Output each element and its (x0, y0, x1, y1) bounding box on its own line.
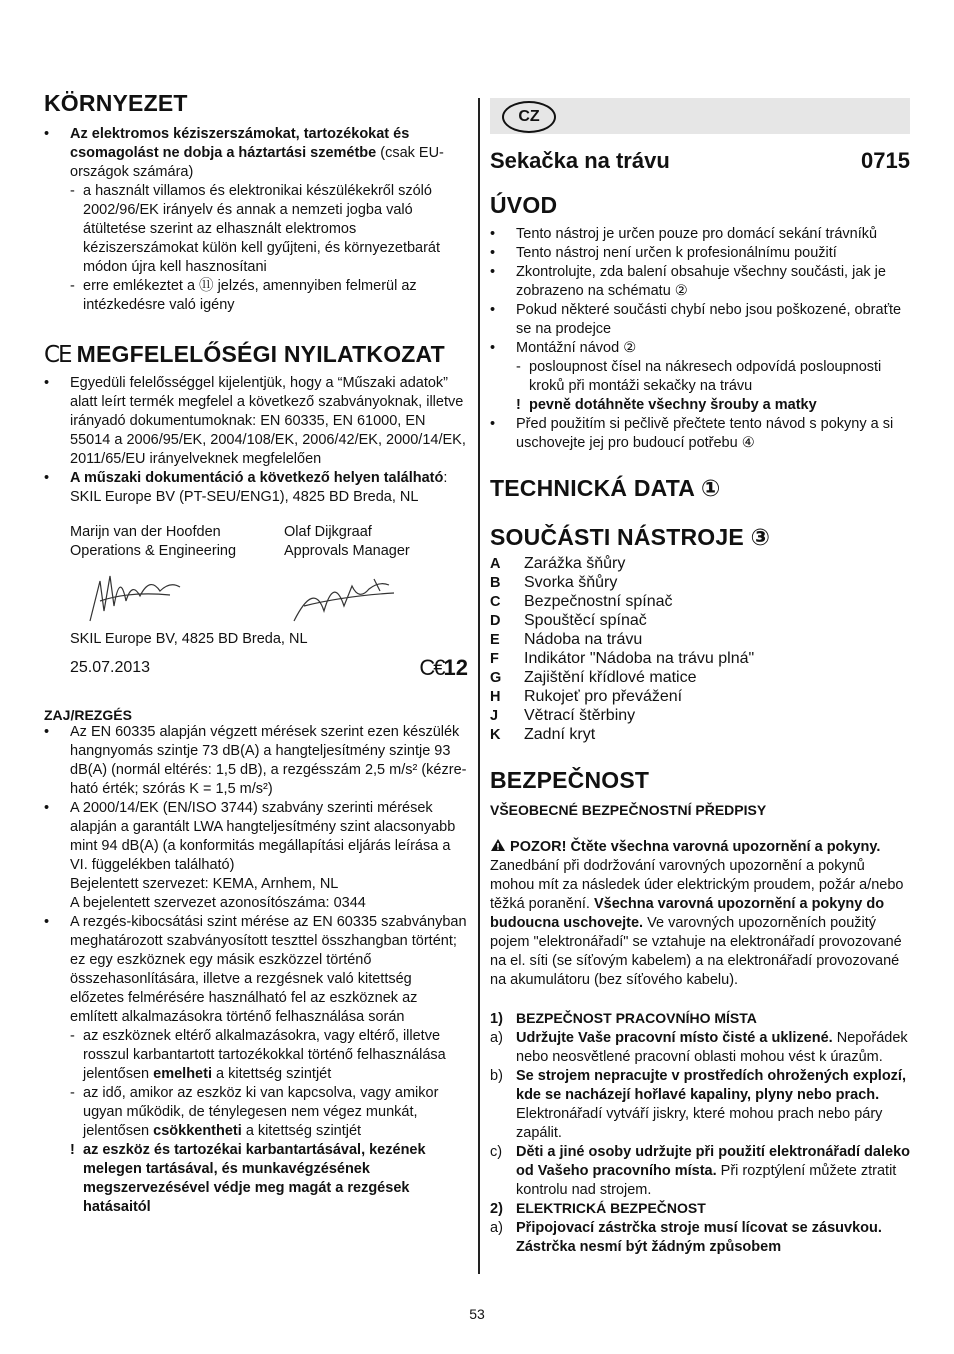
parts-list (490, 555, 910, 745)
part-key: A (490, 556, 501, 572)
env-title: KÖRNYEZET (44, 90, 188, 116)
env-list (44, 125, 468, 315)
intro-dash-list (516, 358, 910, 396)
general-warning: POZOR! Čtěte všechna varovná upozornění a pokyny. Zanedbání při dodržování varovných upozornění a pokynů mohou mít za následek úder elektrickým proudem, požár a/nebo těžká poranění. Všechna varovná upozornění a pokyny do budoucna uschovejte. Ve varovných upozorněních použitý pojem "elektronářadí" se vztahuje na elektronářadí provozované na el. síti (se síťovým kabelem) a na elektronářadí provozované na akumulátoru (bez síťového kabelu). (490, 839, 904, 988)
section-1a: a) Udržujte Vaše pracovní místo čisté a uklizené. Nepořádek nebo neosvětlené pracovní oblasti mohou vést k úrazům. (490, 1030, 908, 1065)
part-label: Zadní kryt (524, 726, 596, 743)
section-1-title: BEZPEČNOST PRACOVNÍHO MÍSTA (516, 1010, 757, 1026)
intro-item-5: • Montážní návod ② - posloupnost čísel na nákresech odpovídá posloupnosti kroků při montáži sekačky na trávu ! pevně dotáhněte všechny šrouby a matky (490, 339, 910, 415)
env-dash-list (70, 182, 468, 315)
noise-bullet-3: • A rezgés-kibocsátási szint mérése az EN 60335 szabványban meghatározott szabványosított teszttel összhangban történt; ez egy eszköznek egy másik eszközzel történő összehasonlítására, illetve a rezgésnek való kitettség előzetes felmérésére használható fel az eszköznek az említett alkalmazásokra történő felhasználása során - az eszköznek eltérő alkalmazásokra, vagy eltérő, illetve rosszul karbantartott tartozékokkal történő felhasználása jelentősen emelheti a kitettség szintjét - az idő, amikor az eszköz ki van kapcsolva, vagy amikor ugyan működik, de ténylegesen nem végez munkát, jelentősen csökkentheti a kitettség szintjét ! az eszköz és tartozékai karbantartásával, kezének melegen tartásával, és munkavégzésének megszervezésével védje meg magát a rezgések hatásaitól (44, 913, 468, 1217)
column-divider (478, 98, 480, 1274)
warning-triangle-icon (490, 838, 506, 852)
noise-dash-list (70, 1027, 468, 1141)
part-label: Bezpečnostní spínač (524, 593, 673, 610)
part-key: D (490, 613, 501, 629)
ce-mark-icon: CE (44, 341, 71, 368)
intro-item-2: • Tento nástroj není určen k profesionálnímu použití (490, 244, 910, 263)
part-label: Zarážka šňůry (524, 555, 626, 572)
intro-item-1: • Tento nástroj je určen pouze pro domácí sekání trávníků (490, 225, 910, 244)
part-key: G (490, 670, 502, 686)
section-2a: a) Připojovací zástrčka stroje musí lícovat se zásuvkou. Zástrčka nesmí být žádným způsobem (490, 1220, 882, 1255)
product-title-row (490, 148, 910, 174)
noise-list (44, 723, 468, 1217)
intro-list (490, 225, 910, 453)
company-address: SKIL Europe BV, 4825 BD Breda, NL (70, 631, 308, 647)
notified-body-id: A bejelentett szervezet azonosítószáma: 0344 (70, 895, 366, 911)
section-2-heading: 2) ELEKTRICKÁ BEZPEČNOST (490, 1200, 706, 1217)
intro-item-3: • Zkontrolujte, zda balení obsahuje všechny součásti, jak je zobrazeno na schématu ② (490, 263, 910, 301)
noise-bullet-2: • A 2000/14/EK (EN/ISO 3744) szabvány szerinti mérések alapján a garantált LWA hangteljesítmény szint alacsonyabb mint 94 dB(A) (a konformitás megállapítási eljárás leírása a VI. függelékben található) Bejelentett szervezet: KEMA, Arnhem, NL A bejelentett szervezet azonosítószáma: 0344 (44, 799, 468, 913)
date-row (70, 655, 468, 681)
sig2-role: Approvals Manager (284, 543, 410, 559)
env-dash-2: - erre emlékeztet a ⑪ jelzés, amennyiben felmerül az intézkedésre való igény (70, 277, 468, 315)
env-bullet: • Az elektromos kéziszerszámokat, tartozékokat és csomagolást ne dobja a háztartási szemétbe (csak EU-országok számára) - a használt villamos és elektronikai készülékekről szóló 2002/96/EK irányelv és annak a nemzeti jogba való átültetése szerint az elhasznált elektromos kéziszerszámokat külön kell gyűjteni, és környezetbarát módon újra kell hasznosítani - erre emlékeztet a ⑪ jelzés, amennyiben felmerül az intézkedésre való igény (44, 125, 468, 315)
page-number: 53 (469, 1306, 485, 1322)
sig1-name: Marijn van der Hoofden (70, 524, 221, 540)
left-column (44, 90, 468, 1217)
signature-2-image (284, 561, 404, 631)
part-key: C (490, 594, 501, 610)
part-key: K (490, 727, 501, 743)
part-label: Větrací štěrbiny (524, 707, 636, 724)
noise-title: ZAJ/REZGÉS (44, 707, 132, 723)
sig1-role: Operations & Engineering (70, 543, 237, 559)
noise-bullet-1: • Az EN 60335 alapján végzett mérések szerint ezen készülék hangnyomás szintje 73 dB(A) a hangteljesítmény szintje 93 dB(A) (normál eltérés: 1,5 dB), a rezgésszám 2,5 m/s² (kézre-ható érték; szórás K = 1,5 m/s²) (44, 723, 468, 799)
part-label: Zajištění křídlové matice (524, 669, 697, 686)
right-column (490, 98, 910, 1257)
section-2-title: ELEKTRICKÁ BEZPEČNOST (516, 1200, 706, 1216)
signatures (70, 523, 468, 636)
part-key: J (490, 708, 499, 724)
intro-item-4: • Pokud některé součásti chybí nebo jsou poškozené, obraťte se na prodejce (490, 301, 910, 339)
part-label: Spouštěcí spínač (524, 612, 647, 629)
ce-bullet-2: • A műszaki dokumentáció a következő helyen található: SKIL Europe BV (PT-SEU/ENG1), 4825 BD Breda, NL (44, 469, 468, 507)
notified-body: Bejelentett szervezet: KEMA, Arnhem, NL (70, 876, 339, 892)
ce-list (44, 374, 468, 507)
part-key: H (490, 689, 501, 705)
part-label: Nádoba na trávu (524, 631, 643, 648)
noise-warning: ! az eszköz és tartozékai karbantartásával, kezének melegen tartásával, és munkavégzésének megszervezésével védje meg magát a rezgések hatásaitól (70, 1141, 468, 1217)
noise-dash-1: - az eszköznek eltérő alkalmazásokra, vagy eltérő, illetve rosszul karbantartott tartozékokkal történő felhasználása jelentősen emelheti a kitettség szintjét (70, 1027, 468, 1084)
ce12-mark: C€12 (419, 655, 468, 680)
intro-item-6: • Před použitím si pečlivě přečtete tento návod s pokyny a si uschovejte jej pro budoucí potřebu ④ (490, 415, 910, 453)
signature-2 (284, 523, 468, 636)
signature-1-image (70, 561, 190, 631)
general-safety-title: VŠEOBECNÉ BEZPEČNOSTNÍ PŘEDPISY (490, 802, 767, 818)
env-dash-1: - a használt villamos és elektronikai készülékekről szóló 2002/96/EK irányelv és annak a nemzeti jogba való átültetése szerint az elhasznált elektromos kéziszerszámokat külön kell gyűjteni, és környezetbarát módon újra kell hasznosítani (70, 182, 468, 277)
intro-warning: ! pevně dotáhněte všechny šrouby a matky (516, 396, 910, 415)
signature-1 (70, 523, 254, 636)
safety-title: BEZPEČNOST (490, 767, 650, 793)
part-label: Svorka šňůry (524, 574, 618, 591)
sig2-name: Olaf Dijkgraaf (284, 524, 372, 540)
section-1b: b) Se strojem nepracujte v prostředích ohrožených explozí, kde se nacházejí hořlavé kapaliny, plyny nebo prach. Elektronářadí vytváří jiskry, které mohou prach nebo páry zapálit. (490, 1068, 906, 1141)
product-name: Sekačka na trávu (490, 148, 670, 173)
ce-bullet-1: • Egyedüli felelősséggel kijelentjük, hogy a “Műszaki adatok” alatt leírt termék megfelel a következő szabványoknak, illetve irányadó dokumentumoknak: EN 60335, EN 61000, EN 55014 a 2006/95/EK, 2004/108/EK, 2006/42/EK, 2000/14/EK, 2011/65/EU irányelveknek megfelelően (44, 374, 468, 469)
part-label: Rukojeť pro převážení (524, 688, 683, 705)
part-key: B (490, 575, 501, 591)
section-1c: c) Děti a jiné osoby udržujte při použití elektronářadí daleko od Vašeho pracovního místa. Při rozptýlení můžete ztratit kontrolu nad strojem. (490, 1144, 910, 1198)
language-badge: CZ (502, 101, 556, 133)
section-1-heading: 1) BEZPEČNOST PRACOVNÍHO MÍSTA (490, 1010, 757, 1027)
language-bar (490, 98, 910, 134)
part-key: E (490, 632, 500, 648)
ce-title: CE MEGFELELŐSÉGI NYILATKOZAT (44, 341, 445, 368)
product-model: 0715 (861, 148, 910, 173)
tech-data-title: TECHNICKÁ DATA ① (490, 475, 721, 501)
parts-title: SOUČÁSTI NÁSTROJE ③ (490, 524, 771, 550)
noise-dash-2: - az idő, amikor az eszköz ki van kapcsolva, vagy amikor ugyan működik, de ténylegesen nem végez munkát, jelentősen csökkentheti a kitettség szintjét (70, 1084, 468, 1141)
part-label: Indikátor "Nádoba na trávu plná" (524, 650, 755, 667)
intro-title: ÚVOD (490, 192, 558, 218)
declaration-date: 25.07.2013 (70, 659, 151, 676)
part-key: F (490, 651, 499, 667)
intro-dash-1: - posloupnost čísel na nákresech odpovídá posloupnosti kroků při montáži sekačky na trávu (516, 358, 910, 396)
